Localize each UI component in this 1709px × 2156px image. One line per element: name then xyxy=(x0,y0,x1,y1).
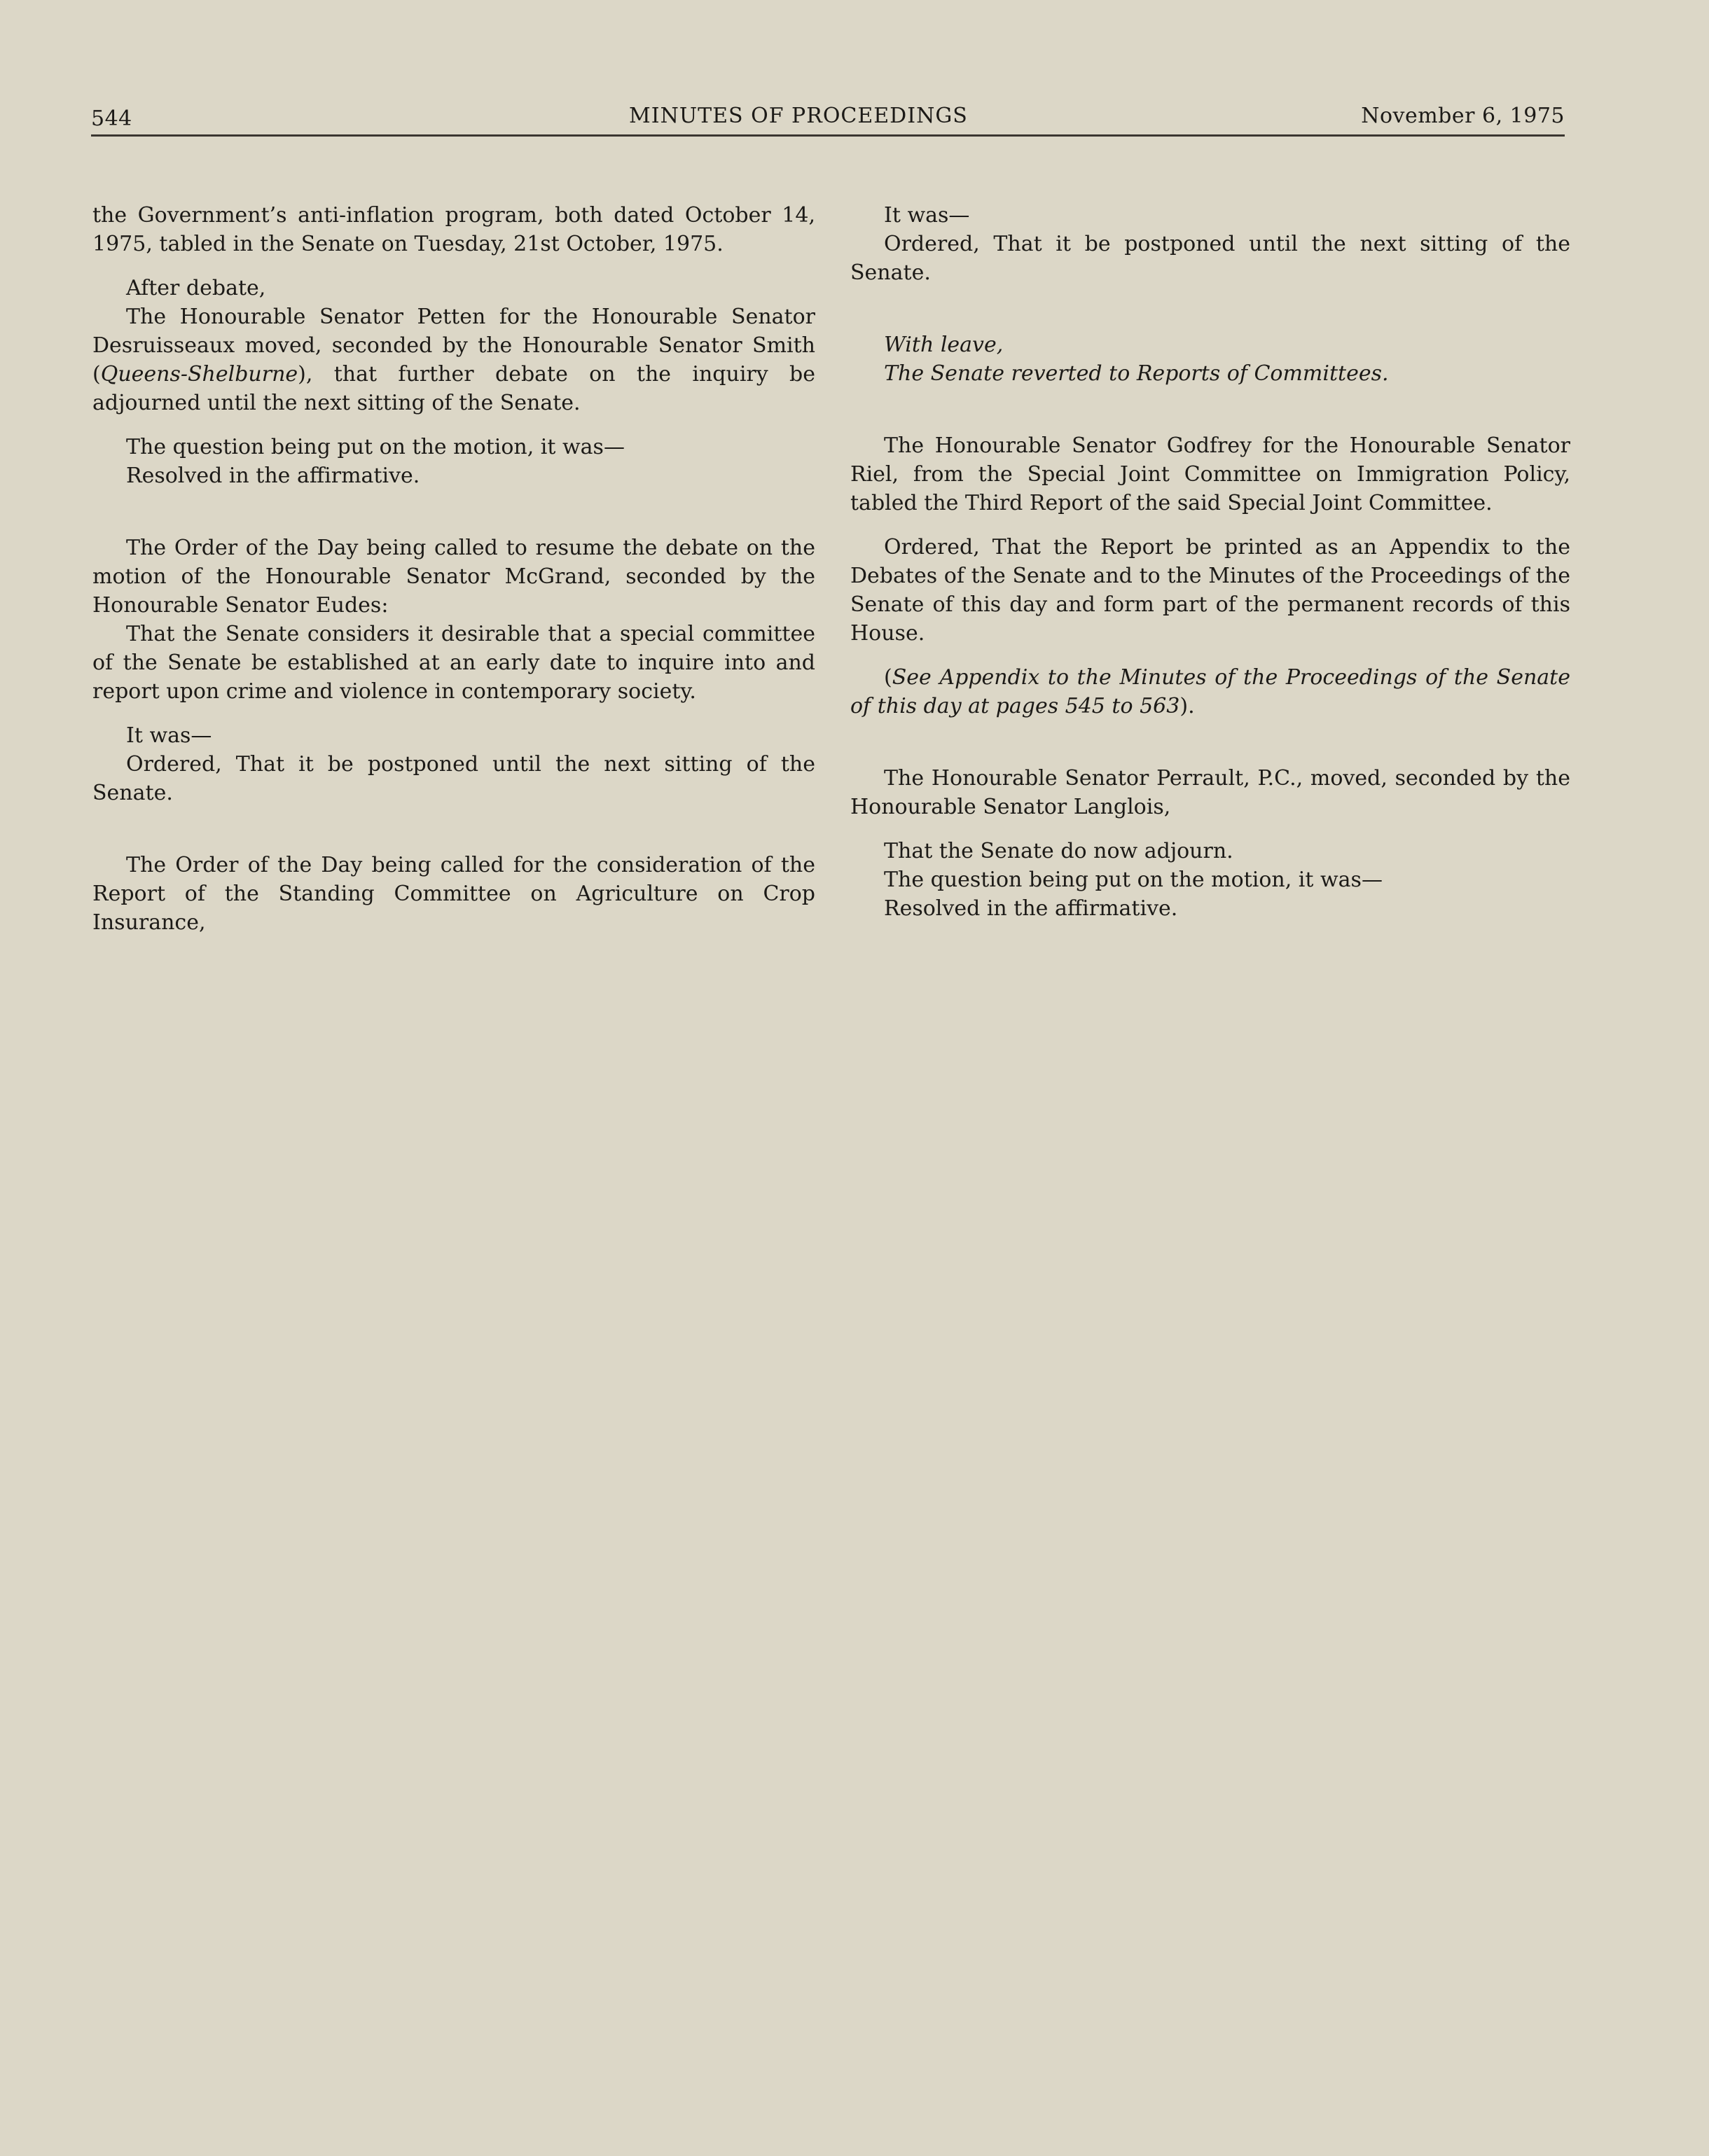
italic-text: See Appendix to the Minutes of the Proceedings of the Senate of this day at pages 545 to 563 xyxy=(850,665,1570,718)
paragraph: Resolved in the affirmative. xyxy=(126,464,420,488)
paragraph: The Honourable Senator Godfrey for the Honourable Senator Riel, from the Special Joint Committee on Immigration Policy, tabled the Third Report of the said Special Joint Committee. xyxy=(850,433,1570,515)
paragraph: Ordered, That it be postponed until the next sitting of the Senate. xyxy=(850,232,1570,285)
italic-text: Queens-Shelburne xyxy=(100,362,298,387)
paragraph: The Order of the Day being called for the consideration of the Report of the Standing Committee on Agriculture on Crop Insurance, xyxy=(92,853,815,935)
paragraph: The Senate reverted to Reports of Committees. xyxy=(884,361,1389,386)
paragraph: Ordered, That it be postponed until the next sitting of the Senate. xyxy=(92,752,815,805)
paragraph-text: The Honourable Senator Petten for the Honourable Senator Desruisseaux moved, seconded by the Honourable Senator Smith ( xyxy=(92,305,815,387)
running-title: MINUTES OF PROCEEDINGS xyxy=(629,104,968,128)
paragraph: With leave, xyxy=(884,333,1004,357)
paragraph: Ordered, That the Report be printed as an Appendix to the Debates of the Senate and to the Minutes of the Proceedings of the Senate of this day and form part of the permanent records of this House. xyxy=(850,535,1570,646)
paragraph: the Government’s anti-inflation program, both dated October 14, 1975, tabled in the Senate on Tuesday, 21st October, 1975. xyxy=(92,203,815,256)
paragraph-text: ( xyxy=(884,665,892,690)
left-column xyxy=(92,201,815,937)
right-column xyxy=(850,201,1570,923)
paragraph: That the Senate do now adjourn. xyxy=(884,839,1233,863)
paragraph-text: ), that further debate on the inquiry be adjourned until the next sitting of the Senate. xyxy=(92,362,815,415)
page-number: 544 xyxy=(91,106,132,131)
paragraph: The question being put on the motion, it was— xyxy=(126,435,625,459)
paragraph: It was— xyxy=(126,723,212,748)
page-header xyxy=(91,104,1565,137)
header-date: November 6, 1975 xyxy=(1361,104,1565,128)
paragraph: It was— xyxy=(884,203,970,228)
paragraph: Resolved in the affirmative. xyxy=(884,896,1178,921)
paragraph-text: ). xyxy=(1179,694,1195,718)
paragraph: The Order of the Day being called to resume the debate on the motion of the Honourable Senator McGrand, seconded by the Honourable Senator Eudes: xyxy=(92,536,815,618)
paragraph: The question being put on the motion, it was— xyxy=(884,868,1383,892)
paragraph: After debate, xyxy=(126,276,266,300)
paragraph: The Honourable Senator Perrault, P.C., moved, seconded by the Honourable Senator Langlois, xyxy=(850,766,1570,819)
paragraph xyxy=(850,663,1570,721)
paragraph xyxy=(92,302,815,417)
paragraph: That the Senate considers it desirable that a special committee of the Senate be established at an early date to inquire into and report upon crime and violence in contemporary society. xyxy=(92,622,815,704)
